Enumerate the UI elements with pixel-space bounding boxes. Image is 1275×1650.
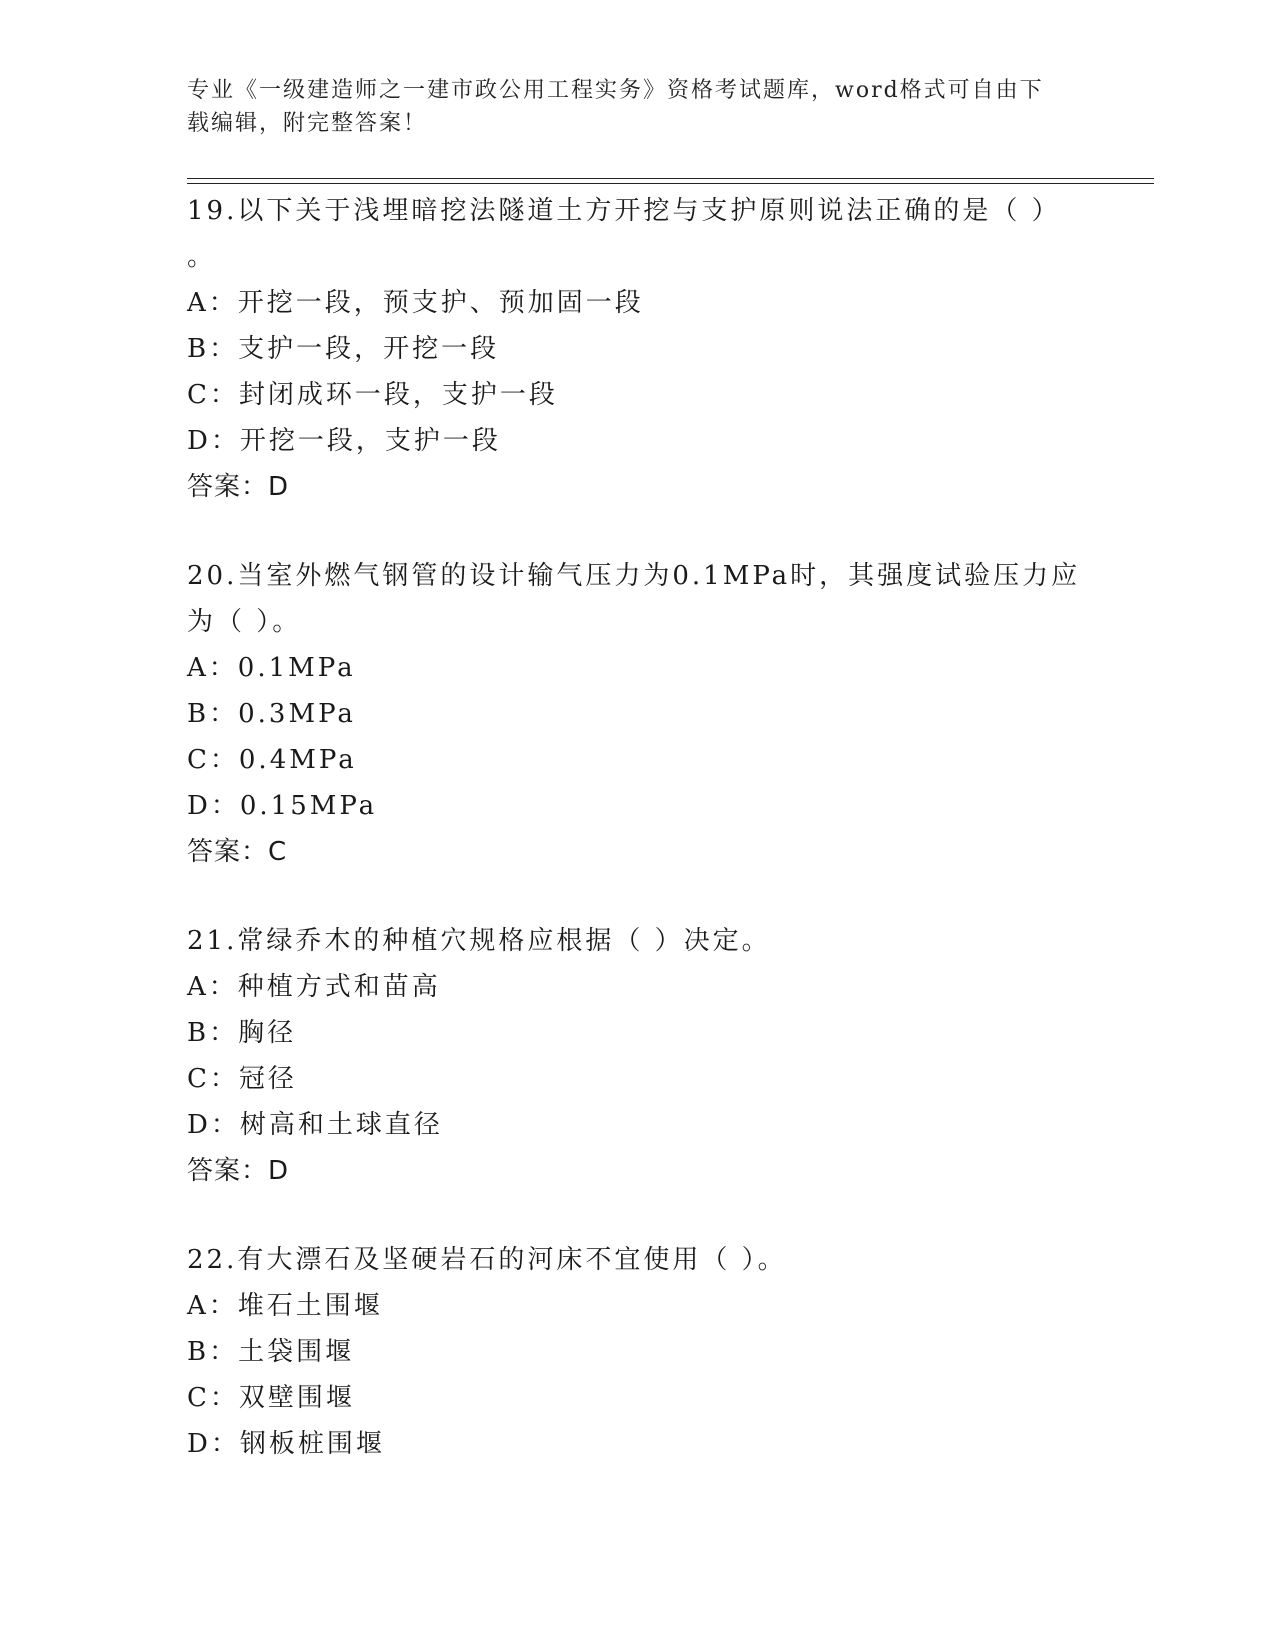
option-a: A：0.1MPa xyxy=(187,653,356,683)
option-b: B：土袋围堰 xyxy=(187,1337,355,1367)
option-d: D：0.15MPa xyxy=(187,791,378,821)
option-b: B：支护一段，开挖一段 xyxy=(187,334,500,364)
option-c: C：0.4MPa xyxy=(187,745,357,775)
option-c: C：双壁围堰 xyxy=(187,1383,355,1413)
header-line-1: 专业《一级建造师之一建市政公用工程实务》资格考试题库，word格式可自由下 xyxy=(187,78,1044,103)
question-stem: 21.常绿乔木的种植穴规格应根据（ ）决定。 xyxy=(187,926,771,956)
option-d: D：树高和土球直径 xyxy=(187,1110,443,1140)
question-20 xyxy=(187,553,1081,875)
header-rule-top xyxy=(187,178,1154,179)
question-stem-continuation: 。 xyxy=(187,242,217,272)
answer-text: 答案：C xyxy=(187,837,288,867)
question-stem: 22.有大漂石及坚硬岩石的河床不宜使用（ ）。 xyxy=(187,1245,787,1275)
answer-text: 答案：D xyxy=(187,472,290,502)
option-d: D：开挖一段，支护一段 xyxy=(187,426,501,456)
option-a: A：开挖一段，预支护、预加固一段 xyxy=(187,288,644,318)
question-21 xyxy=(187,918,1067,1194)
document-header xyxy=(187,74,1067,140)
option-a: A：种植方式和苗高 xyxy=(187,972,441,1002)
question-19 xyxy=(187,188,1067,510)
question-stem: 20.当室外燃气钢管的设计输气压力为0.1MPa时，其强度试验压力应 xyxy=(187,561,1081,591)
option-b: B：胸径 xyxy=(187,1018,297,1048)
question-stem: 19.以下关于浅埋暗挖法隧道土方开挖与支护原则说法正确的是（ ） xyxy=(187,196,1061,226)
question-22 xyxy=(187,1237,1067,1467)
option-b: B：0.3MPa xyxy=(187,699,356,729)
option-d: D：钢板桩围堰 xyxy=(187,1429,385,1459)
option-a: A：堆石土围堰 xyxy=(187,1291,383,1321)
option-c: C：封闭成环一段，支护一段 xyxy=(187,380,558,410)
answer-text: 答案：D xyxy=(187,1156,290,1186)
header-rule-bottom xyxy=(187,183,1154,184)
option-c: C：冠径 xyxy=(187,1064,297,1094)
header-line-2: 载编辑，附完整答案！ xyxy=(187,111,428,136)
question-stem-continuation: 为（ ）。 xyxy=(187,607,302,637)
